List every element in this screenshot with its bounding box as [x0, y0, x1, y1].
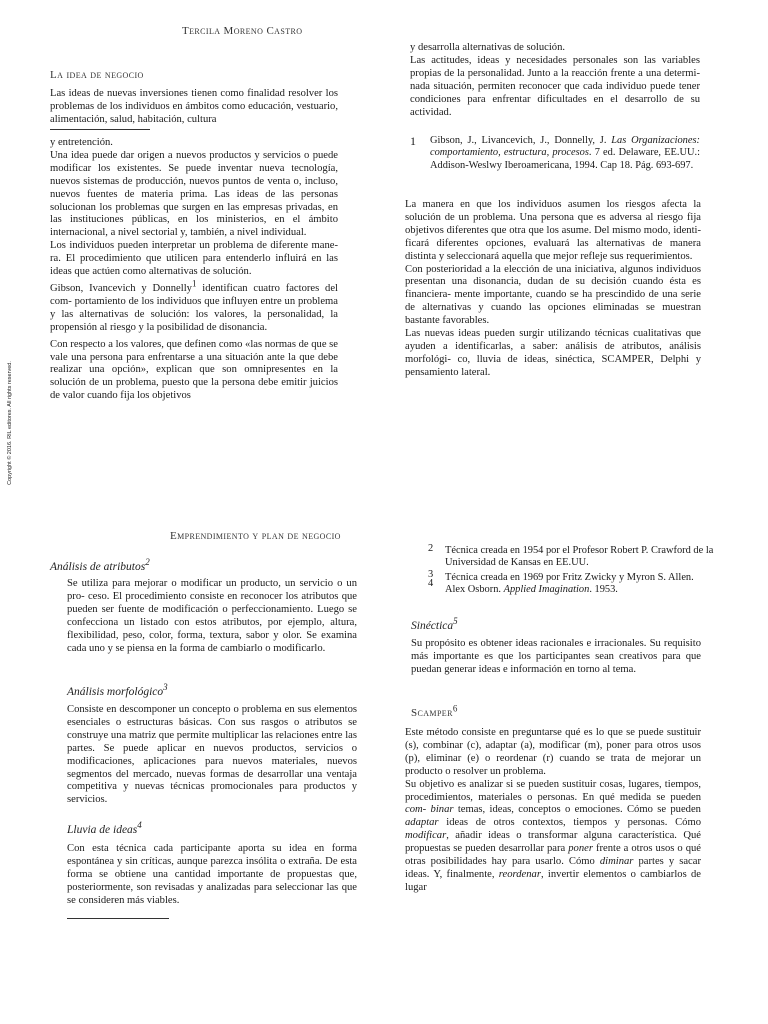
footnotes-2-4 — [428, 545, 720, 596]
italic-term: poner — [568, 843, 593, 855]
footnote-number: 1 — [410, 134, 416, 148]
footnote-ref: 3 — [163, 682, 168, 693]
atributos-text: Se utiliza para mejorar o modificar un producto, un servicio o un pro- ceso. El procedimiento consiste en reconocer los atributos que pueden ser fuente de modificación o perfeccionamiento. Luego se confecciona un listado con estos atributos, por ejemplo, altura, flexibilidad, peso, color, forma, textura, sabor y olor. Se examina cada uno y se piensa en la forma de cambiarlo o modificarlo. — [67, 578, 357, 654]
text-span: ideas de otros contextos, tiempos y personas. Cómo — [438, 817, 701, 829]
italic-term: adaptar — [405, 817, 439, 829]
italic-term: com- binar — [405, 804, 454, 816]
italic-term: reordenar — [498, 868, 541, 880]
paragraph: Las ideas de nuevas inversiones tienen como finalidad resolver los problemas de los individuos en ámbitos como educación, vestuario, alimentación, salud, habitación, cultura — [50, 88, 338, 125]
paragraph — [405, 779, 701, 895]
text-span: frente a otros usos o qué otras posibilidades hay para usarlo. Cómo — [405, 843, 701, 868]
section-title-idea-negocio: La idea de negocio — [50, 69, 144, 81]
text-span: Gibson, Ivancevich y Donnelly — [50, 282, 192, 294]
book-title: Applied Imagination — [503, 583, 590, 595]
paragraph: y desarrolla alternativas de solución. — [410, 42, 566, 53]
left-column-page1-cont — [50, 137, 338, 403]
heading-text: Análisis morfológico — [67, 686, 164, 698]
heading-text: Lluvia de ideas — [67, 824, 138, 836]
divider-rule — [50, 129, 150, 130]
footnote-ref: 5 — [453, 616, 458, 627]
heading-scamper — [411, 703, 458, 719]
footnote-ref: 6 — [452, 703, 458, 714]
text-span: Su objetivo es analizar si se pueden sustituir cosas, lugares, tiempos, procedimientos, materiales o personas. En qué medida se pueden — [405, 778, 701, 803]
footnote-number: 3 — [428, 568, 434, 580]
footnote-3: Técnica creada en 1969 por Fritz Zwicky y Myron S. Allen. — [445, 571, 694, 583]
paragraph: Una idea puede dar origen a nuevos productos y servicios o puede modificar los existentes. Se puede inventar nueva tecnología, nuevos sistemas de producción, nuevos puntos de venta o, incluso, nuevos fuentes de materia prima. Las ideas de las personas solucionan los problemas que surgen en las empresas privadas, en las instituciones públicas, en los ministerios, en el ámbito internacional, a nivel sectorial y, también, a nivel individual. — [50, 149, 338, 239]
heading-text: Sinéctica — [411, 620, 454, 632]
heading-lluvia-ideas — [67, 820, 142, 836]
page-header-book-title: Emprendimiento y plan de negocio — [170, 530, 341, 542]
footnote-number: 4 — [428, 577, 434, 589]
paragraph — [50, 278, 338, 335]
morfologico-text: Consiste en descomponer un concepto o problema en sus elementos esenciales o estructuras básicas. Con sus rasgos o atributos se construye una matriz que permite multiplicar las relaciones entre las partes. Se puede aplicar en nuevos productos, servicios o modificaciones, aplicaciones para nuevos materiales, nuevos segmentos del mercado, nuevas formas de desarrollar una ventaja competitiva y nuevas técnicas promocionales para productos y servicios. — [67, 704, 357, 806]
scamper-text — [405, 727, 701, 895]
heading-analisis-morfologico — [67, 682, 168, 698]
text-span: . 7 ed. Delaware, EE.UU.: Addison-Weslwy Iberoamericana, 1994. Cap 18. Pág. 693-697. — [430, 147, 700, 171]
heading-text: Scamper — [411, 707, 453, 719]
heading-analisis-atributos — [50, 557, 150, 573]
paragraph: y entretención. — [50, 137, 113, 148]
paragraph: Las actitudes, ideas y necesidades personales son las variables propias de la personalidad. Junto a la reacción frente a una determi- nada situación, permiten reconocer que cada individuo puede tener condiciones para enfrentar dificultades en el desarrollo de su actividad. — [410, 54, 700, 118]
italic-term: modificar — [405, 830, 447, 842]
copyright-sidebar: Copyright © 2016. RIL editores. All rights reserved. — [7, 361, 13, 485]
text-span: . 1953. — [589, 583, 618, 595]
heading-text: Análisis de atributos — [50, 561, 146, 573]
book-title: Las Organizaciones: comportamiento, estructura, procesos — [430, 135, 700, 159]
footnote-ref: 4 — [137, 820, 142, 831]
sinectica-text: Su propósito es obtener ideas racionales e irracionales. Su requisito más importante es que los participantes sean creativos para que puedan generar ideas e información en torno al tema. — [411, 638, 701, 675]
divider-rule — [67, 918, 169, 919]
text-span: , añadir ideas o transformar alguna característica. Qué propuestas se pueden desarrollar para — [405, 830, 701, 855]
text-span: temas, ideas, conceptos o emociones. Cómo se pueden — [453, 804, 701, 816]
heading-sinectica — [411, 616, 458, 632]
paragraph: La manera en que los individuos asumen los riesgos afecta la solución de un problema. Una persona que es adversa al riesgo fija objetivos diferentes que otra que los asume. Del mismo modo, identi- ficará diferentes opciones, evaluará las alternativas de manera distinta y seleccionará aquella que mejor refleje sus requerimientos. — [405, 199, 701, 262]
text-span: Gibson, J., Livancevich, J., Donnelly, J. — [430, 135, 612, 146]
paragraph: Con posterioridad a la elección de una iniciativa, algunos individuos presentan una disonancia, dudan de su decisión cuando ésta es financiera- mente importante, cuando se ha prescindido de una serie de alternativas y cuando las opciones eliminadas se muestran bastante favorables. — [405, 263, 701, 327]
left-column-page1 — [50, 88, 338, 127]
paragraph: Con respecto a los valores, que definen como «las normas de que se vale una persona para enfrentarse a una situación ante la que debe realizar una opción», explican que son omnipresentes en la solución de un problema, puesto que la persona debe emitir juicios de valor cuando fija los objetivos — [50, 338, 339, 402]
text-span: , invertir elementos o cambiarlos de lugar — [405, 868, 701, 893]
footnote-number: 2 — [428, 543, 434, 554]
paragraph: Las nuevas ideas pueden surgir utilizando técnicas cualitativas que ayuden a identificarlas, a saber: análisis de atributos, análisis morfológi- co, lluvia de ideas, sinéctica, SCAMPER, Delphi y pensamiento lateral. — [405, 328, 701, 378]
text-span: identifican cuatro factores del com- portamiento de los individuos que influyen entre un problema y las alternativas de solución: los valores, la personalidad, la propensión al riesgo y la posibilidad de disonancia. — [50, 282, 338, 333]
page-header-author: Tercila Moreno Castro — [182, 25, 303, 37]
footnote-1 — [410, 135, 700, 172]
footnote-ref: 1 — [191, 278, 197, 289]
lluvia-text: Con esta técnica cada participante aporta su idea en forma espontánea y sin críticas, aunque parezca insólita o extraña. De esta forma se obtiene una cantidad importante de propuestas que, posteriormente, son revisadas y analizadas para seleccionar las que se consideren más viables. — [67, 843, 357, 906]
paragraph: Los individuos pueden interpretar un problema de diferente mane- ra. El procedimiento que utilicen para entenderlo influirá en las ideas que actúen como alternativas de solución. — [50, 240, 338, 278]
text-span: partes y sacar ideas. Y, finalmente, — [405, 856, 701, 880]
text-span: Alex Osborn. — [445, 583, 504, 595]
footnote-ref: 2 — [145, 557, 150, 568]
right-column-page1-lower — [405, 199, 701, 380]
paragraph: Este método consiste en preguntarse qué es lo que se puede sustituir (s), combinar (c), adaptar (a), modificar (m), poner para otros usos (p), eliminar (e) o reordenar (r) cuando se trata de mejorar un producto o resolver un problema. — [405, 727, 701, 777]
italic-term: diminar — [599, 856, 634, 868]
right-column-page1 — [410, 42, 700, 119]
footnote-2: Técnica creada en 1954 por el Profesor Robert P. Crawford de la Universidad de Kansas en EE.UU. — [445, 545, 714, 569]
